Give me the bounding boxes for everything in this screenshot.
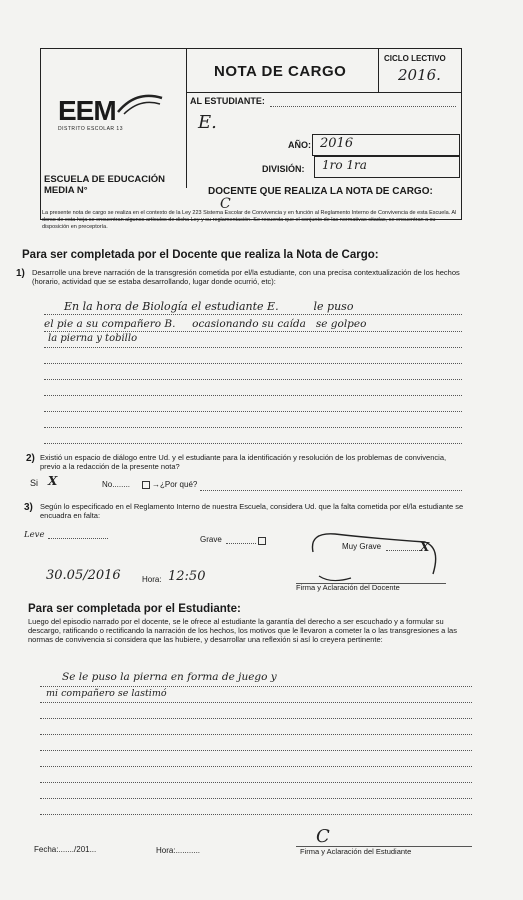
docente-section-heading: Para ser completada por el Docente que realiza la Nota de Cargo:: [22, 249, 379, 261]
q1-answer-line-2: el pie a su compañero B. ocasionando su caída se golpeo: [44, 318, 367, 330]
q1-line: [44, 427, 462, 428]
estudiante-hora: Hora:...........: [156, 846, 201, 855]
estudiante-line: [40, 798, 472, 799]
docente-hora-label: Hora:: [142, 575, 162, 584]
docente-hora-value: 12:50: [168, 569, 206, 584]
estudiante-section-heading: Para ser completada por el Estudiante:: [28, 603, 241, 615]
leve-line: [48, 538, 108, 539]
q1-line: [44, 314, 462, 315]
ciclo-lectivo-value: 2016.: [398, 66, 441, 84]
q1-line: [44, 331, 462, 332]
leve-label: Leve: [24, 530, 45, 540]
estudiante-line: [40, 718, 472, 719]
header-divider: [186, 92, 462, 93]
al-estudiante-line: [270, 106, 456, 107]
q1-line: [44, 443, 462, 444]
estudiante-answer-line-1: Se le puso la pierna en forma de juego y: [62, 671, 277, 683]
anio-label: AÑO:: [288, 140, 311, 150]
form-title: NOTA DE CARGO: [214, 63, 347, 80]
q2-number: 2): [26, 453, 35, 464]
grave-checkbox: [258, 537, 266, 545]
estudiante-instructions: Luego del episodio narrado por el docente, se le ofrece al estudiante la garantía del derecho a ser escuchado y a formular su descargo, ratificando o rectificando la narración de los hechos, los motivos que le llevaron a cometer la o las transgresiones a las normas de convivencia si considera que las hubiere, y desarrollar una reflexión si así lo creyera pertinente:: [28, 617, 457, 644]
estudiante-firma-value: C: [316, 826, 330, 847]
muy-grave-line: [386, 550, 422, 551]
logo-subtitle: DISTRITO ESCOLAR 13: [58, 126, 123, 132]
q1-line: [44, 411, 462, 412]
q1-line: [44, 379, 462, 380]
estudiante-line: [40, 734, 472, 735]
estudiante-line: [40, 766, 472, 767]
ciclo-lectivo-label: CICLO LECTIVO: [384, 54, 446, 63]
muy-grave-label: Muy Grave: [342, 542, 382, 551]
docente-label: DOCENTE QUE REALIZA LA NOTA DE CARGO:: [208, 186, 433, 197]
q1-number: 1): [16, 268, 25, 279]
firma-estudiante-label: Firma y Aclaración del Estudiante: [300, 847, 412, 856]
q2-porque: →¿Por qué?: [152, 480, 198, 489]
division-value: 1ro 1ra: [322, 158, 367, 172]
q2-no-checkbox: [142, 481, 150, 489]
estudiante-line: [40, 782, 472, 783]
school-logo: [58, 96, 168, 136]
q2-si-label: Si: [30, 478, 39, 488]
grave-label: Grave: [200, 535, 222, 544]
docente-fecha-value: 30.05/2016: [46, 568, 121, 583]
grave-line: [226, 543, 256, 544]
q1-line: [44, 363, 462, 364]
q1-answer-line-3: la pierna y tobillo: [48, 333, 138, 344]
firma-docente-label: Firma y Aclaración del Docente: [296, 583, 400, 592]
logo-text: EEM: [58, 95, 116, 126]
q1-text: Desarrolle una breve narración de la transgresión cometida por el/la estudiante, con una precisa contextualización de los hechos (horario, actividad que se estaba desarrollando, lugar donde ocurrió, etc):: [32, 268, 460, 286]
estudiante-line: [40, 702, 472, 703]
muy-grave-mark: X: [420, 540, 430, 554]
q2-text: Existió un espacio de diálogo entre Ud. y el estudiante para la identificación y resolución de los problemas de convivencia, previo a la redacción de la presente nota?: [40, 453, 447, 471]
q1-line: [44, 395, 462, 396]
al-estudiante-label: AL ESTUDIANTE:: [190, 96, 265, 106]
fine-print: La presente nota de cargo se realiza en el contexto de la Ley 223 Sistema Escolar de Convivencia y en función al Reglamento Interno de Convivencia de esta Escuela. Al dorso de esta hoja se encuentran algunos artículos de dicha Ley y su reglamentación. Se recuerda que el conjunto de las normativas citadas, se encuentran a su disposición en preceptoría.: [42, 210, 457, 230]
estudiante-answer-line-2: mi compañero se lastimó: [46, 688, 167, 699]
muy-grave-circle-icon: [305, 528, 445, 584]
estudiante-line: [40, 686, 472, 687]
q1-answer-line-1: En la hora de Biología el estudiante E. le puso: [64, 300, 354, 313]
header-vdivider: [186, 48, 187, 188]
q3-text: Según lo especificado en el Reglamento Interno de nuestra Escuela, considera Ud. que la falta cometida por el/la estudiante se encuadra en falta:: [40, 502, 464, 520]
anio-value: 2016: [320, 136, 354, 151]
estudiante-line: [40, 814, 472, 815]
estudiante-line: [40, 750, 472, 751]
logo-swoosh-icon: [116, 90, 166, 116]
estudiante-fecha: Fecha:......./201...: [34, 845, 97, 854]
escuela-label: ESCUELA DE EDUCACIÓN MEDIA N°: [44, 174, 166, 196]
al-estudiante-value: E.: [198, 112, 217, 133]
q2-no-label: No........: [102, 480, 131, 489]
division-label: DIVISIÓN:: [262, 164, 305, 174]
ciclo-divider: [378, 48, 379, 92]
q2-porque-line: [200, 490, 462, 491]
q3-number: 3): [24, 502, 33, 513]
q1-line: [44, 347, 462, 348]
q2-si-mark: X: [48, 474, 58, 488]
docente-value: C: [220, 196, 231, 212]
